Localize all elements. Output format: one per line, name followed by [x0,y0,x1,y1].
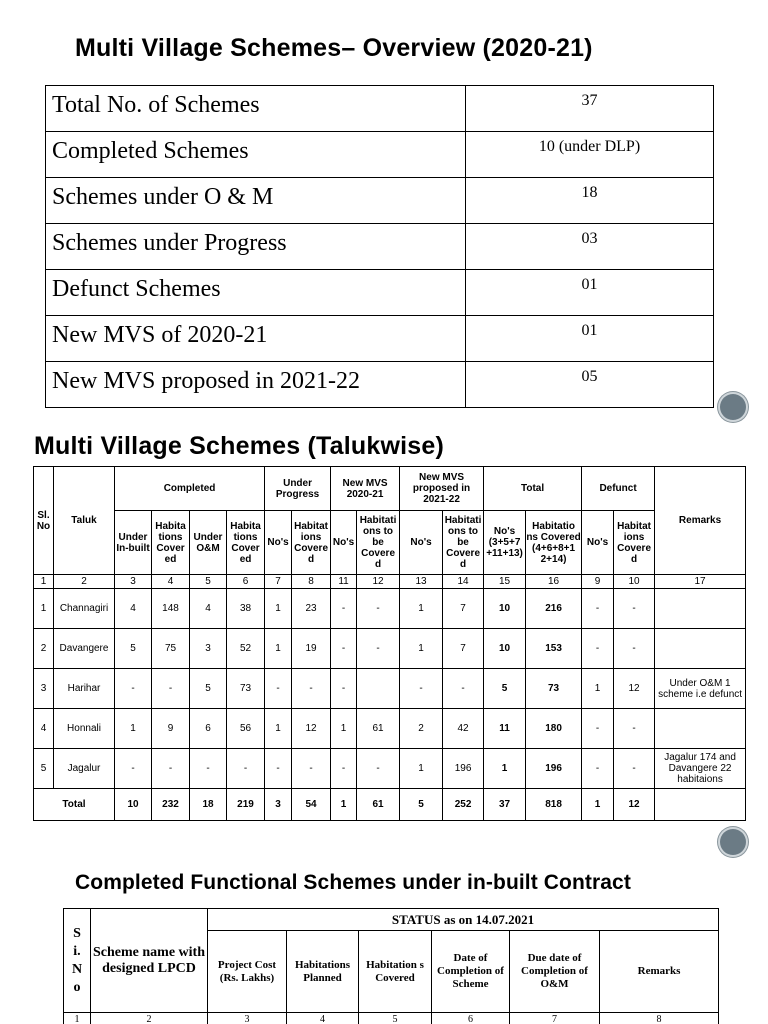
table-cell: 73 [526,669,582,709]
table-cell: 11 [484,709,526,749]
total-cell: 61 [357,789,400,821]
table-cell: 5 [34,749,54,789]
header-hab-covered-progress: Habitat ions Covere d [292,511,331,575]
header-nos-new: No's [331,511,357,575]
table-cell: - [265,749,292,789]
table-cell: 196 [526,749,582,789]
table-row [34,629,746,669]
total-cell: 232 [152,789,190,821]
table-cell: 153 [526,629,582,669]
total-cell: 12 [614,789,655,821]
header-remarks: Remarks [655,467,746,575]
table-cell: - [190,749,227,789]
header-nos-defunct: No's [582,511,614,575]
table-cell: 75 [152,629,190,669]
taluk-name: Jagalur [54,749,115,789]
table-cell: - [292,669,331,709]
total-cell: 1 [582,789,614,821]
table-cell: - [152,669,190,709]
table-cell: 3 [34,669,54,709]
overview-row [46,178,714,224]
column-number-row [34,575,746,589]
table-cell: 1 [115,709,152,749]
overview-label: Completed Schemes [46,132,466,178]
remarks-cell [655,589,746,629]
table-cell: 196 [443,749,484,789]
overview-value: 37 [466,86,714,132]
total-cell [655,789,746,821]
table-cell: - [614,629,655,669]
table-cell: 52 [227,629,265,669]
total-cell: 219 [227,789,265,821]
column-number: 6 [227,575,265,589]
total-cell: 10 [115,789,152,821]
total-cell: 54 [292,789,331,821]
overview-row [46,362,714,408]
total-row [34,789,746,821]
slide-nav-dot[interactable] [720,829,746,855]
overview-row [46,316,714,362]
table-cell: 1 [34,589,54,629]
column-number: 2 [54,575,115,589]
column-number: 17 [655,575,746,589]
column-number: 12 [357,575,400,589]
overview-value: 10 (under DLP) [466,132,714,178]
header-hab-covered-defunct: Habitat ions Covere d [614,511,655,575]
table-cell: 1 [265,589,292,629]
overview-row [46,270,714,316]
table-cell: - [443,669,484,709]
completed-column-header: Due date of Completion of O&M [510,931,600,1013]
talukwise-table [33,466,746,821]
taluk-name: Channagiri [54,589,115,629]
table-cell: 4 [34,709,54,749]
header-nos-proposed: No's [400,511,443,575]
column-number: 11 [331,575,357,589]
table-cell: 10 [484,629,526,669]
table-cell: 1 [582,669,614,709]
overview-title: Multi Village Schemes– Overview (2020-21) [75,34,593,62]
completed-header-sino [64,909,91,1013]
overview-row [46,86,714,132]
header-hab-covered-total: Habitatio ns Covered (4+6+8+1 2+14) [526,511,582,575]
table-cell: 5 [190,669,227,709]
table-cell: 7 [443,629,484,669]
overview-table [45,85,714,408]
column-number: 4 [152,575,190,589]
table-cell: 1 [400,589,443,629]
overview-label: Schemes under Progress [46,224,466,270]
table-cell: 5 [115,629,152,669]
table-cell: 61 [357,709,400,749]
column-number: 7 [510,1013,600,1024]
remarks-cell [655,629,746,669]
table-cell: - [582,709,614,749]
table-cell: 2 [400,709,443,749]
total-cell: 3 [265,789,292,821]
column-number: 5 [359,1013,432,1024]
overview-value: 05 [466,362,714,408]
table-cell: - [357,629,400,669]
table-cell: 56 [227,709,265,749]
overview-row [46,132,714,178]
table-cell: - [331,749,357,789]
remarks-cell: Under O&M 1 scheme i.e defunct [655,669,746,709]
header-hab-covered: Habita tions Cover ed [152,511,190,575]
table-cell: - [614,589,655,629]
header-hab-tobe-new: Habitati ons to be Covere d [357,511,400,575]
taluk-name: Davangere [54,629,115,669]
table-cell: 12 [292,709,331,749]
header-new-mvs-proposed: New MVS proposed in 2021-22 [400,467,484,511]
table-cell: 1 [400,629,443,669]
table-cell: - [614,749,655,789]
header-defunct: Defunct [582,467,655,511]
total-cell: 252 [443,789,484,821]
total-cell: 818 [526,789,582,821]
table-cell: 19 [292,629,331,669]
column-number: 3 [115,575,152,589]
completed-schemes-table [63,908,719,1024]
table-cell: 3 [190,629,227,669]
table-cell: 6 [190,709,227,749]
overview-label: New MVS of 2020-21 [46,316,466,362]
table-cell: - [227,749,265,789]
overview-row [46,224,714,270]
table-cell: - [582,749,614,789]
table-cell: - [115,669,152,709]
table-cell: 148 [152,589,190,629]
header-taluk: Taluk [54,467,115,575]
table-cell: - [331,629,357,669]
total-cell: 5 [400,789,443,821]
table-cell: - [265,669,292,709]
overview-value: 01 [466,316,714,362]
header-under-om: Under O&M [190,511,227,575]
column-number: 16 [526,575,582,589]
completed-column-header: Date of Completion of Scheme [432,931,510,1013]
table-cell: 10 [484,589,526,629]
table-cell: - [357,749,400,789]
table-row [34,669,746,709]
header-under-progress: Under Progress [265,467,331,511]
header-nos-progress: No's [265,511,292,575]
taluk-name: Honnali [54,709,115,749]
table-cell: 1 [331,709,357,749]
column-number: 14 [443,575,484,589]
table-cell: 23 [292,589,331,629]
column-number: 9 [582,575,614,589]
remarks-cell [655,709,746,749]
column-number: 6 [432,1013,510,1024]
table-cell: - [292,749,331,789]
table-cell: - [582,629,614,669]
column-number: 5 [190,575,227,589]
table-cell: - [357,589,400,629]
column-number: 8 [292,575,331,589]
overview-label: New MVS proposed in 2021-22 [46,362,466,408]
column-number: 2 [91,1013,208,1024]
table-cell: 1 [265,709,292,749]
column-number: 3 [208,1013,287,1024]
table-cell: 216 [526,589,582,629]
table-cell: - [331,589,357,629]
column-number: 10 [614,575,655,589]
completed-column-header: Remarks [600,931,719,1013]
column-number: 13 [400,575,443,589]
header-hab-covered-om: Habita tions Cover ed [227,511,265,575]
column-number: 8 [600,1013,719,1024]
table-cell: 4 [115,589,152,629]
header-nos-total: No's (3+5+7 +11+13) [484,511,526,575]
table-cell: - [582,589,614,629]
overview-label: Total No. of Schemes [46,86,466,132]
table-cell: 73 [227,669,265,709]
header-total: Total [484,467,582,511]
completed-column-header: Habitation s Covered [359,931,432,1013]
table-cell: 1 [400,749,443,789]
table-cell: 1 [484,749,526,789]
completed-header-scheme: Scheme name with designed LPCD [91,909,208,1013]
table-row [34,589,746,629]
overview-value: 03 [466,224,714,270]
table-cell: - [614,709,655,749]
completed-column-header: Project Cost (Rs. Lakhs) [208,931,287,1013]
table-cell: 12 [614,669,655,709]
table-cell: 38 [227,589,265,629]
table-cell: - [400,669,443,709]
slide-nav-dot[interactable] [720,394,746,420]
table-cell: 180 [526,709,582,749]
overview-value: 01 [466,270,714,316]
column-number: 15 [484,575,526,589]
table-cell: 5 [484,669,526,709]
total-label: Total [34,789,115,821]
overview-value: 18 [466,178,714,224]
table-cell: 9 [152,709,190,749]
completed-header-status: STATUS as on 14.07.2021 [208,909,719,931]
completed-title: Completed Functional Schemes under in-built Contract [75,871,631,894]
remarks-cell: Jagalur 174 and Davangere 22 habitaions [655,749,746,789]
table-row [34,709,746,749]
column-number: 1 [64,1013,91,1024]
table-cell: 2 [34,629,54,669]
sino-label: S i. N o [71,925,83,995]
column-number: 7 [265,575,292,589]
total-cell: 37 [484,789,526,821]
header-completed: Completed [115,467,265,511]
table-cell: 42 [443,709,484,749]
table-cell: - [115,749,152,789]
table-cell: 1 [265,629,292,669]
header-new-mvs-2021: New MVS 2020-21 [331,467,400,511]
taluk-name: Harihar [54,669,115,709]
talukwise-title: Multi Village Schemes (Talukwise) [34,432,444,460]
table-cell: 4 [190,589,227,629]
column-number: 1 [34,575,54,589]
header-slno: Sl. No [34,467,54,575]
column-number: 4 [287,1013,359,1024]
header-hab-tobe-proposed: Habitati ons to be Covere d [443,511,484,575]
table-cell [357,669,400,709]
overview-label: Defunct Schemes [46,270,466,316]
total-cell: 18 [190,789,227,821]
header-under-inbuilt: Under In-built [115,511,152,575]
table-cell: 7 [443,589,484,629]
table-cell: - [331,669,357,709]
overview-label: Schemes under O & M [46,178,466,224]
table-cell: - [152,749,190,789]
completed-column-header: Habitations Planned [287,931,359,1013]
table-row [34,749,746,789]
total-cell: 1 [331,789,357,821]
